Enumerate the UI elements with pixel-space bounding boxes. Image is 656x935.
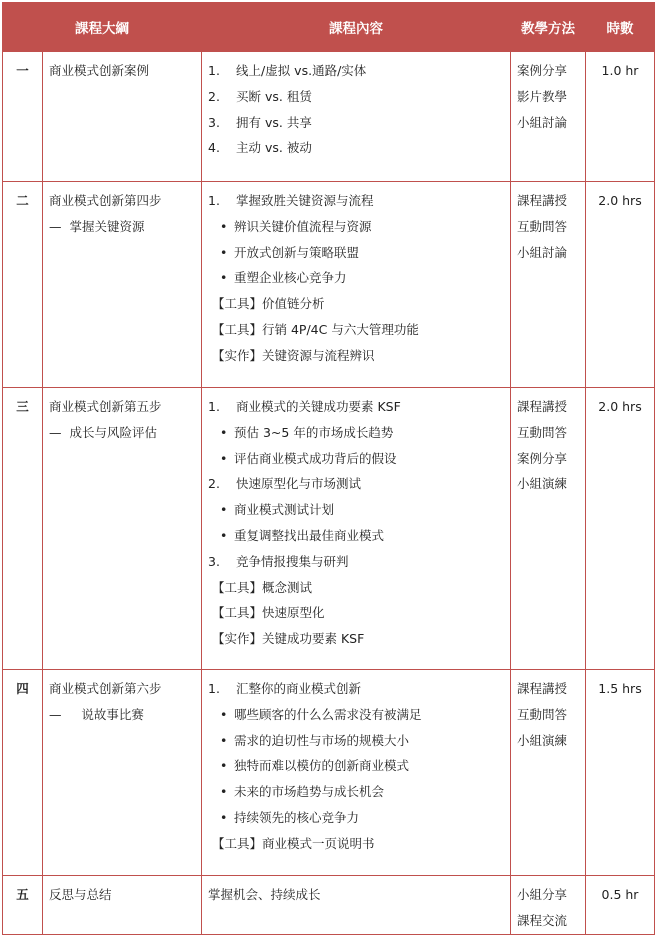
method-item: 小組討論 bbox=[517, 244, 568, 260]
bullet-item: • 独特而难以模仿的创新商业模式 bbox=[208, 753, 504, 779]
table-body bbox=[3, 52, 655, 935]
method-item: 課程講授 bbox=[517, 399, 568, 414]
bullet-item: • 需求的迫切性与市场的规模大小 bbox=[208, 728, 504, 754]
row-number: 四 bbox=[3, 670, 43, 876]
method-item: 案例分享 bbox=[517, 450, 568, 466]
method-item: 小組演練 bbox=[517, 476, 568, 492]
method-item: 案例分享 bbox=[517, 63, 568, 78]
topic-line: 商业模式创新第五步 bbox=[49, 399, 162, 414]
tool-item: 【工具】商业模式一页说明书 bbox=[212, 835, 375, 851]
table-row bbox=[3, 670, 655, 876]
tool-item: 【实作】关键资源与流程辨识 bbox=[212, 347, 375, 363]
bullet-item: • 开放式创新与策略联盟 bbox=[208, 240, 504, 266]
row-hours: 2.0 hrs bbox=[586, 388, 655, 670]
item-text: 拥有 vs. 共享 bbox=[236, 114, 312, 130]
tool-item: 【工具】快速原型化 bbox=[212, 605, 325, 621]
item-text: 汇整你的商业模式创新 bbox=[236, 681, 362, 696]
numbered-item bbox=[208, 84, 504, 110]
topic-line: 商业模式创新第六步 bbox=[49, 681, 162, 696]
row-hours: 0.5 hr bbox=[586, 876, 655, 935]
bullet-item: • 哪些顾客的什么么需求没有被满足 bbox=[208, 702, 504, 728]
item-text: 主动 vs. 被动 bbox=[236, 140, 312, 156]
row-method bbox=[511, 670, 586, 876]
header-method: 教學方法 bbox=[511, 3, 586, 52]
method-item: 互動問答 bbox=[517, 424, 568, 440]
method-item: 小組分享 bbox=[517, 887, 568, 902]
row-topic bbox=[43, 52, 202, 182]
numbered-item bbox=[208, 58, 504, 84]
item-text: 竞争情报搜集与研判 bbox=[236, 553, 349, 569]
row-hours: 1.5 hrs bbox=[586, 670, 655, 876]
row-method bbox=[511, 52, 586, 182]
item-number: 1. bbox=[208, 399, 220, 414]
table-row bbox=[3, 388, 655, 670]
method-item: 課程交流 bbox=[517, 912, 568, 928]
item-number: 3. bbox=[208, 553, 220, 569]
row-method bbox=[511, 182, 586, 388]
method-item: 互動問答 bbox=[517, 218, 568, 234]
bullet-item: • 评估商业模式成功背后的假设 bbox=[208, 446, 504, 472]
row-topic bbox=[43, 876, 202, 935]
topic-line: — 掌握关键资源 bbox=[49, 218, 145, 234]
bullet-item: • 辨识关键价值流程与资源 bbox=[208, 214, 504, 240]
item-number: 2. bbox=[208, 88, 220, 104]
course-outline-table bbox=[2, 2, 655, 935]
row-topic bbox=[43, 670, 202, 876]
bullet-item: • 商业模式测试计划 bbox=[208, 497, 504, 523]
method-item: 課程講授 bbox=[517, 193, 568, 208]
topic-line: 商业模式创新案例 bbox=[49, 63, 150, 78]
item-text: 商业模式的关键成功要素 KSF bbox=[236, 399, 401, 414]
row-number: 五 bbox=[3, 876, 43, 935]
item-text: 线上/虚拟 vs.通路/实体 bbox=[236, 63, 367, 78]
item-text: 买断 vs. 租赁 bbox=[236, 88, 312, 104]
tool-item: 【工具】价值链分析 bbox=[212, 296, 325, 312]
content-item: 掌握机会、持续成长 bbox=[208, 887, 321, 902]
topic-line: — 说故事比赛 bbox=[49, 706, 144, 722]
row-content bbox=[202, 52, 511, 182]
row-content bbox=[202, 876, 511, 935]
method-item: 影片教學 bbox=[517, 88, 568, 104]
tool-item: 【实作】关键成功要素 KSF bbox=[212, 631, 365, 647]
row-method bbox=[511, 876, 586, 935]
item-number: 1. bbox=[208, 63, 220, 78]
topic-line: 商业模式创新第四步 bbox=[49, 193, 162, 208]
table-row bbox=[3, 182, 655, 388]
topic-line: — 成长与风险评估 bbox=[49, 424, 157, 440]
method-item: 小組演練 bbox=[517, 732, 568, 748]
table-row bbox=[3, 52, 655, 182]
method-item: 小組討論 bbox=[517, 114, 568, 130]
item-text: 快速原型化与市场测试 bbox=[236, 476, 362, 492]
item-number: 1. bbox=[208, 193, 220, 208]
bullet-item: • 重塑企业核心竞争力 bbox=[208, 265, 504, 291]
header-row bbox=[3, 3, 655, 52]
header-outline: 課程大綱 bbox=[3, 3, 202, 52]
table-row bbox=[3, 876, 655, 935]
tool-item: 【工具】概念测试 bbox=[212, 579, 313, 595]
header-hours: 時數 bbox=[586, 3, 655, 52]
row-number: 一 bbox=[3, 52, 43, 182]
row-content bbox=[202, 388, 511, 670]
numbered-item bbox=[208, 471, 504, 497]
row-method bbox=[511, 388, 586, 670]
numbered-item bbox=[208, 135, 504, 161]
numbered-item bbox=[208, 549, 504, 575]
row-topic bbox=[43, 182, 202, 388]
numbered-item bbox=[208, 188, 504, 214]
item-number: 4. bbox=[208, 140, 220, 156]
numbered-item bbox=[208, 394, 504, 420]
row-hours: 1.0 hr bbox=[586, 52, 655, 182]
row-number: 三 bbox=[3, 388, 43, 670]
header-content: 課程內容 bbox=[202, 3, 511, 52]
method-item: 課程講授 bbox=[517, 681, 568, 696]
numbered-item bbox=[208, 676, 504, 702]
item-number: 2. bbox=[208, 476, 220, 492]
tool-item: 【工具】行销 4P/4C 与六大管理功能 bbox=[212, 321, 419, 337]
item-text: 掌握致胜关键资源与流程 bbox=[236, 193, 374, 208]
topic-line: 反思与总结 bbox=[49, 887, 112, 902]
row-number: 二 bbox=[3, 182, 43, 388]
item-number: 3. bbox=[208, 114, 220, 130]
row-content bbox=[202, 670, 511, 876]
bullet-item: • 未来的市场趋势与成长机会 bbox=[208, 779, 504, 805]
method-item: 互動問答 bbox=[517, 706, 568, 722]
bullet-item: • 持续领先的核心竞争力 bbox=[208, 805, 504, 831]
item-number: 1. bbox=[208, 681, 220, 696]
row-topic bbox=[43, 388, 202, 670]
bullet-item: • 预估 3~5 年的市场成长趋势 bbox=[208, 420, 504, 446]
row-content bbox=[202, 182, 511, 388]
numbered-item bbox=[208, 110, 504, 136]
row-hours: 2.0 hrs bbox=[586, 182, 655, 388]
bullet-item: • 重复调整找出最佳商业模式 bbox=[208, 523, 504, 549]
